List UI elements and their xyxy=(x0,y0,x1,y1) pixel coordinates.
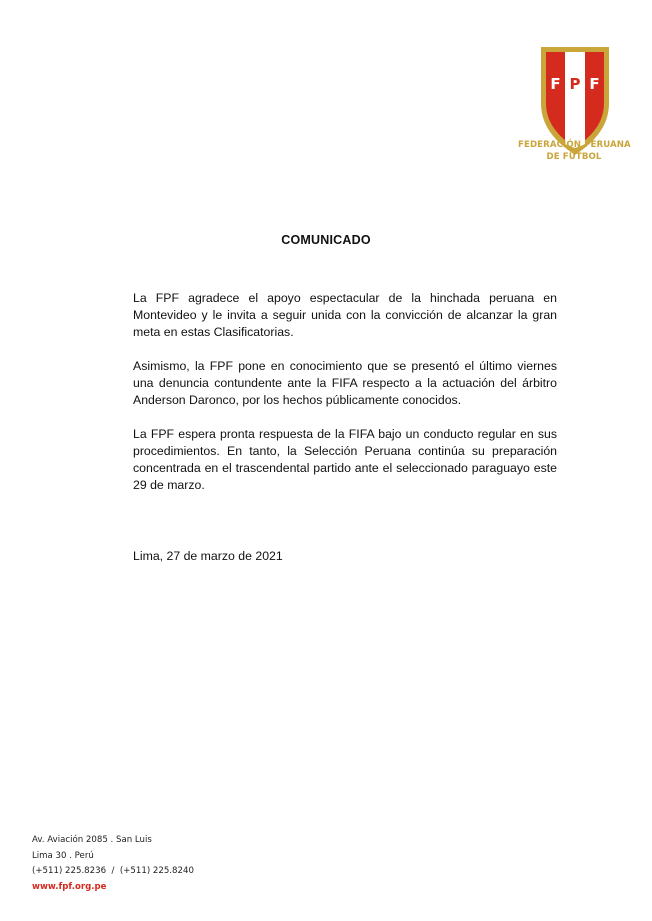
paragraph-2: Asimismo, la FPF pone en conocimiento que se presentó el último viernes una denuncia contundente ante la FIFA respecto a la actuación del árbitro Anderson Daronco, por los hechos públicamente conocidos. xyxy=(133,359,557,407)
document-body xyxy=(133,290,557,511)
logo-letter-center: P xyxy=(569,75,581,93)
document-date: Lima, 27 de marzo de 2021 xyxy=(133,549,283,563)
footer-phones: (+511) 225.8236 / (+511) 225.8240 xyxy=(32,866,194,876)
paragraph-3: La FPF espera pronta respuesta de la FIFA bajo un conducto regular en sus procedimientos. En tanto, la Selección Peruana continúa su preparación concentrada en el trascendental partido ante el seleccionado paraguayo este 29 de marzo. xyxy=(133,427,557,492)
footer-website-link[interactable]: www.fpf.org.pe xyxy=(32,881,107,892)
logo-org-line2: DE FÚTBOL xyxy=(546,152,602,162)
footer-contact xyxy=(32,833,194,895)
logo-letter-right: F xyxy=(589,75,600,93)
logo-org-line1: FEDERACIÓN PERUANA xyxy=(518,140,631,150)
logo-letter-left: F xyxy=(550,75,561,93)
footer-address-line1: Av. Aviación 2085 . San Luis xyxy=(32,835,152,845)
page-title: COMUNICADO xyxy=(281,233,371,247)
paragraph-1: La FPF agradece el apoyo espectacular de la hinchada peruana en Montevideo y le invita a seguir unida con la convicción de alcanzar la gran meta en estas Clasificatorias. xyxy=(133,291,557,339)
logo-org-name xyxy=(518,139,630,163)
footer-address-line2: Lima 30 . Perú xyxy=(32,850,94,861)
